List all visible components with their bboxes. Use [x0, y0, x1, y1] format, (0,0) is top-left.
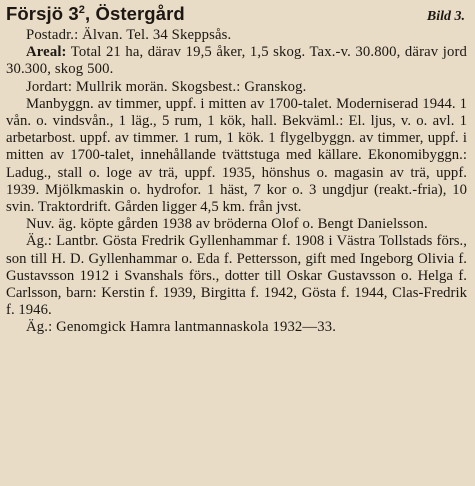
entry-header: [6, 3, 467, 25]
area-label: Areal:: [26, 44, 67, 61]
title-superscript: 2: [78, 3, 85, 16]
area-text: Total 21 ha, därav 19,5 åker, 1,5 skog. Tax.-v. 30.800, därav jord 30.300, skog 500.: [6, 44, 467, 78]
area-paragraph: [6, 44, 467, 78]
soil-paragraph: Jordart: Mullrik morän. Skogsbest.: Granskog.: [26, 78, 307, 95]
entry-title: [6, 3, 185, 25]
education-paragraph: Äg.: Genomgick Hamra lantmannaskola 1932—33.: [26, 319, 337, 336]
owner-paragraph: Äg.: Lantbr. Gösta Fredrik Gyllenhammar f. 1908 i Västra Tollstads förs., son till H. D. Gyllenhammar o. Eda f. Pettersson, gift med Ingeborg Olivia f. Gustavsson 1912 i Svanshals förs., dotter till Oskar Gustavsson o. Helga f. Carlsson, barn: Kerstin f. 1939, Birgitta f. 1942, Gösta f. 1944, Clas-Fredrik f. 1946.: [6, 233, 467, 319]
buildings-paragraph: Manbyggn. av timmer, uppf. i mitten av 1700-talet. Moderniserad 1944. 1 vån. o. vindsvån., 1 läg., 5 rum, 1 kök, hall. Bekväml.: El. ljus, v. o. avl. 1 arbetarbost. uppf. av timmer. 1 rum, 1 kök. 1 flygelbyggn. av timmer, uppf. i mitten av 1700-talet, innehållande tvättstuga med källare. Ekonomibyggn.: Ladug., stall o. loge av trä, uppf. 1935, hönshus o. magasin av trä, uppf. 1939. Mjölkmaskin o. hydrofor. 1 häst, 7 kor o. 3 ungdjur (reakt.-fria), 10 svin. Traktordrift. Gården ligger 4,5 km. från jvst.: [6, 95, 467, 216]
postal-address: Postadr.: Älvan. Tel. 34 Skeppsås.: [26, 27, 232, 43]
title-farm: , Östergård: [84, 3, 185, 24]
purchase-paragraph: Nuv. äg. köpte gården 1938 av bröderna Olof o. Bengt Danielsson.: [26, 216, 428, 233]
picture-reference: Bild 3.: [426, 9, 465, 24]
title-name: Försjö 3: [6, 3, 79, 24]
